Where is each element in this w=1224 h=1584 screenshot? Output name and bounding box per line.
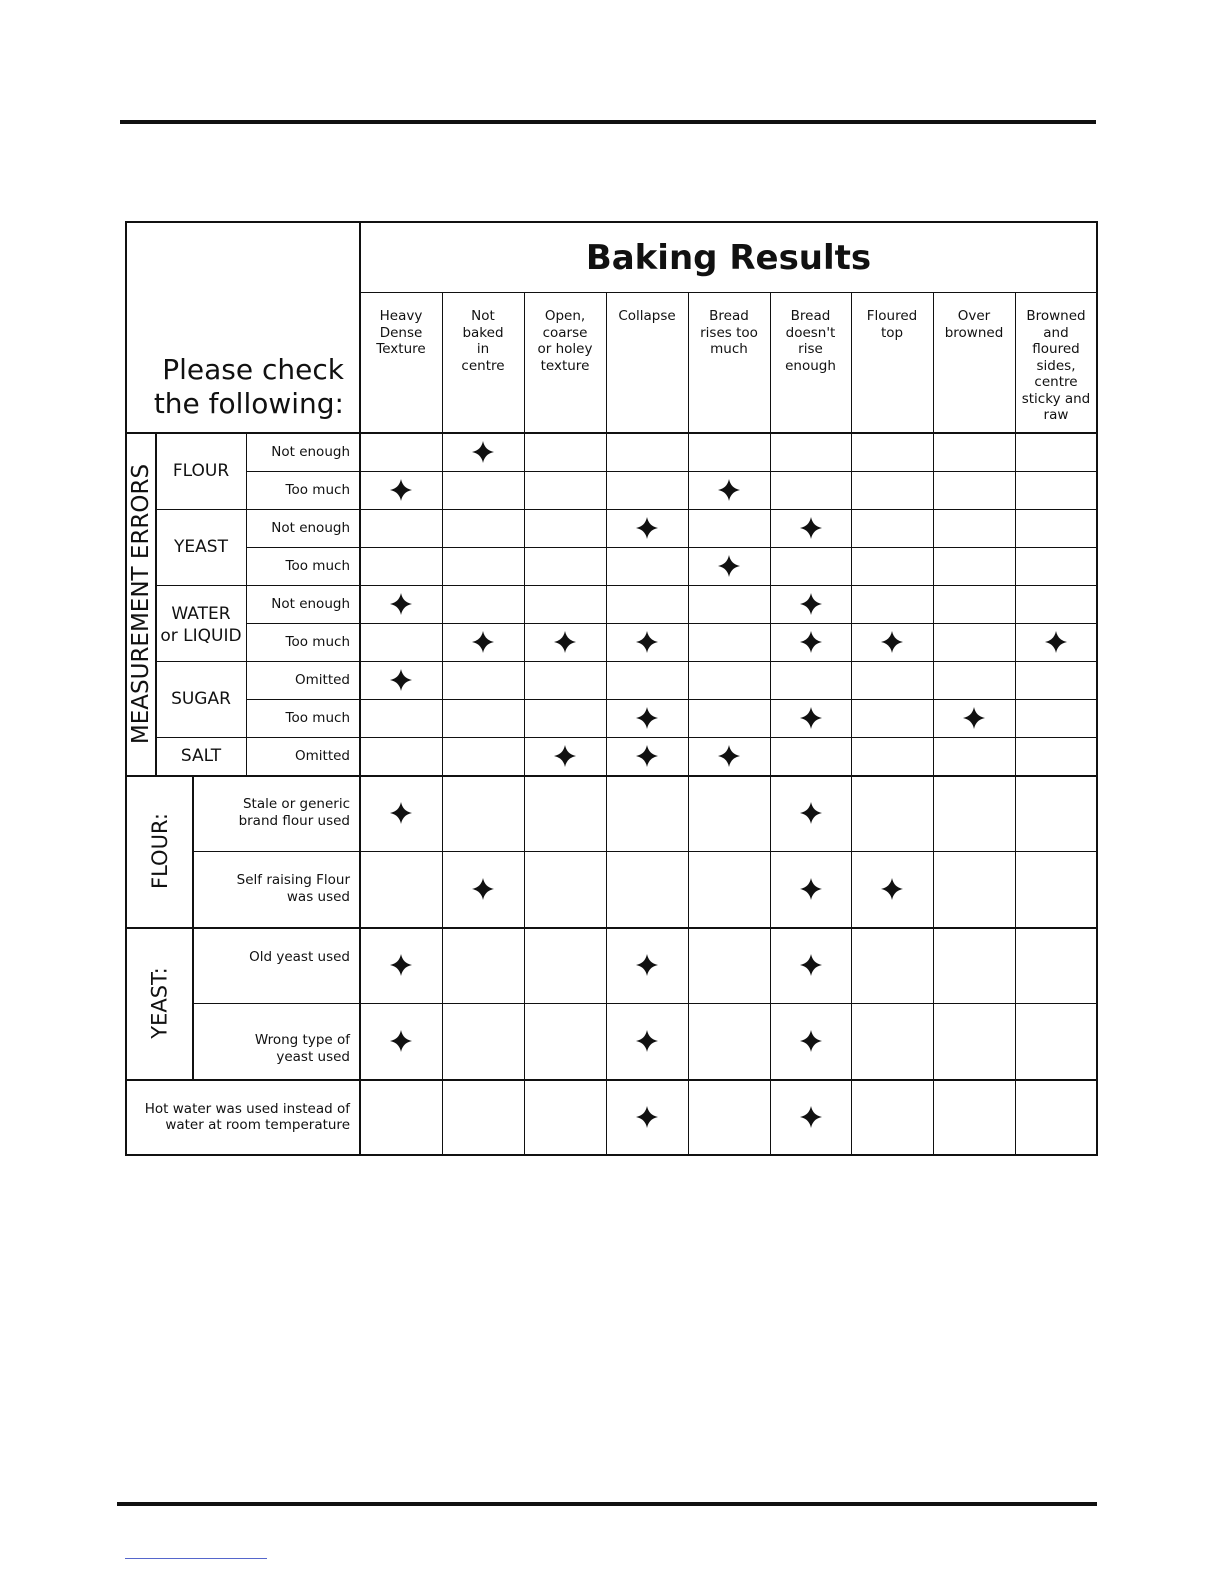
column-header-line: top: [880, 324, 904, 341]
column-divider: [933, 293, 934, 1155]
four-point-star-icon: [799, 1029, 823, 1053]
condition-line: Self raising Flour: [236, 872, 350, 888]
four-point-star-icon: [553, 630, 577, 654]
column-header-line: or holey: [537, 341, 593, 357]
column-header-line: much: [710, 341, 748, 357]
row-divider: [246, 585, 1097, 586]
section-divider: [155, 433, 157, 775]
condition-line: Too much: [285, 709, 350, 726]
condition-line: Not enough: [271, 519, 350, 536]
column-header-line: Dense: [379, 324, 423, 341]
ingredient-divider: [156, 737, 246, 738]
four-point-star-icon: [1044, 630, 1068, 654]
column-divider: [1015, 293, 1016, 1155]
four-point-star-icon: [799, 1105, 823, 1129]
table-border-right: [1096, 221, 1098, 1156]
four-point-star-icon: [389, 592, 413, 616]
condition-line: water at room temperature: [165, 1117, 350, 1133]
condition-line: yeast used: [276, 1048, 350, 1065]
ingredient-line: or LIQUID: [160, 626, 242, 646]
four-point-star-icon: [880, 877, 904, 901]
four-point-star-icon: [880, 630, 904, 654]
prompt-line-1: Please check: [162, 353, 344, 386]
column-header-line: sticky and: [1021, 390, 1091, 407]
four-point-star-icon: [635, 706, 659, 730]
condition-line: Stale or generic: [242, 796, 350, 812]
four-point-star-icon: [389, 1029, 413, 1053]
condition-line: Not enough: [271, 443, 350, 460]
column-header-line: Bread: [790, 308, 831, 324]
ingredient-label: [156, 585, 246, 661]
column-divider: [770, 293, 771, 1155]
four-point-star-icon: [799, 516, 823, 540]
section-label: [126, 433, 156, 775]
condition-label: [246, 509, 360, 547]
section-label-text: FLOUR:: [147, 813, 172, 889]
column-divider: [524, 293, 525, 1155]
column-header-line: doesn't: [785, 324, 836, 341]
table-border-top: [126, 221, 1098, 223]
row-divider: [246, 661, 1097, 662]
column-divider: [688, 293, 689, 1155]
column-divider: [606, 293, 607, 1155]
section-divider: [192, 775, 194, 1079]
condition-line: Omitted: [295, 747, 350, 764]
column-header-line: floured: [1032, 341, 1080, 357]
four-point-star-icon: [635, 1105, 659, 1129]
condition-label: [193, 775, 360, 851]
column-header-line: enough: [785, 357, 836, 374]
row-divider: [246, 737, 1097, 738]
condition-label: [246, 547, 360, 585]
header-bottom-line: [126, 432, 1097, 434]
column-header-line: rises too: [700, 324, 758, 341]
ingredient-divider: [156, 509, 246, 510]
ingredient-line: SUGAR: [171, 689, 231, 709]
ingredient-line: YEAST: [174, 537, 228, 557]
four-point-star-icon: [799, 706, 823, 730]
ingredient-label: [156, 509, 246, 585]
column-divider: [851, 293, 852, 1155]
condition-label: [246, 433, 360, 471]
column-divider: [442, 293, 443, 1155]
ingredient-divider: [156, 661, 246, 662]
table-border-left: [125, 221, 127, 1156]
condition-line: Old yeast used: [249, 949, 350, 965]
column-header-line: Open,: [544, 308, 586, 324]
ingredient-label: [156, 737, 246, 775]
four-point-star-icon: [635, 1029, 659, 1053]
ingredient-divider: [156, 585, 246, 586]
column-header-line: raw: [1043, 407, 1069, 423]
four-point-star-icon: [799, 953, 823, 977]
four-point-star-icon: [635, 744, 659, 768]
column-header-line: Texture: [376, 341, 426, 357]
condition-label: [193, 1003, 360, 1079]
four-point-star-icon: [717, 554, 741, 578]
condition-label: [246, 471, 360, 509]
four-point-star-icon: [553, 744, 577, 768]
ingredient-label: [156, 433, 246, 509]
four-point-star-icon: [717, 744, 741, 768]
four-point-star-icon: [471, 630, 495, 654]
row-divider: [246, 547, 1097, 548]
four-point-star-icon: [799, 630, 823, 654]
row-divider: [246, 471, 1097, 472]
condition-line: was used: [286, 888, 350, 905]
section-label: [126, 775, 193, 927]
column-header-line: Collapse: [618, 308, 676, 324]
four-point-star-icon: [799, 592, 823, 616]
column-header: [524, 293, 606, 433]
condition-line: Too much: [285, 557, 350, 574]
four-point-star-icon: [471, 440, 495, 464]
section-label-text: YEAST:: [147, 967, 172, 1039]
column-header: [360, 293, 442, 433]
column-header-line: Over: [957, 308, 991, 324]
column-header-line: baked: [462, 324, 504, 341]
condition-label: [246, 623, 360, 661]
condition-line: Too much: [285, 633, 350, 650]
column-header-line: rise: [798, 341, 823, 357]
four-point-star-icon: [635, 953, 659, 977]
bottom-rule: [117, 1502, 1097, 1506]
condition-line: Wrong type of: [254, 1032, 350, 1048]
column-header-line: Floured: [866, 308, 918, 324]
four-point-star-icon: [389, 801, 413, 825]
row-divider: [126, 927, 1097, 929]
condition-label: [126, 1079, 360, 1155]
label-divider: [359, 433, 361, 1155]
column-header: [606, 293, 688, 433]
condition-label: [246, 699, 360, 737]
column-header: [1015, 293, 1097, 433]
title-separator: [360, 292, 1097, 293]
section-label-text: MEASUREMENT ERRORS: [128, 463, 154, 745]
table-title: Baking Results: [585, 237, 872, 278]
column-header-line: in: [476, 341, 490, 357]
column-header-line: Heavy: [379, 308, 423, 324]
footer-link-underline: [125, 1558, 267, 1559]
four-point-star-icon: [635, 630, 659, 654]
condition-line: Omitted: [295, 671, 350, 688]
row-divider: [193, 1003, 1097, 1004]
four-point-star-icon: [962, 706, 986, 730]
ingredient-condition-divider: [246, 433, 247, 775]
column-header-line: and: [1043, 324, 1069, 341]
column-header: [770, 293, 851, 433]
table-border-bottom: [126, 1154, 1098, 1156]
column-header-line: Browned: [1026, 308, 1086, 324]
ingredient-line: FLOUR: [172, 461, 230, 481]
ingredient-line: SALT: [180, 746, 222, 766]
section-label: [126, 927, 193, 1079]
four-point-star-icon: [471, 877, 495, 901]
column-header: [688, 293, 770, 433]
condition-label: [246, 585, 360, 623]
four-point-star-icon: [635, 516, 659, 540]
condition-label: [246, 737, 360, 775]
condition-label: [246, 661, 360, 699]
condition-label: [193, 927, 360, 1003]
row-divider: [193, 851, 1097, 852]
row-divider: [246, 623, 1097, 624]
column-header: [442, 293, 524, 433]
column-header-line: browned: [944, 324, 1004, 341]
condition-line: Too much: [285, 481, 350, 498]
four-point-star-icon: [389, 478, 413, 502]
four-point-star-icon: [799, 801, 823, 825]
column-header-line: coarse: [542, 324, 588, 341]
condition-line: Hot water was used instead of: [144, 1100, 350, 1117]
condition-line: Not enough: [271, 595, 350, 612]
please-check-heading: [126, 222, 360, 433]
four-point-star-icon: [717, 478, 741, 502]
column-header-line: centre: [1034, 374, 1078, 390]
column-header-line: Not: [471, 308, 495, 324]
column-header-line: texture: [540, 357, 590, 374]
column-header-line: sides,: [1036, 357, 1076, 374]
column-header: [933, 293, 1015, 433]
column-header-line: Bread: [709, 308, 749, 324]
four-point-star-icon: [389, 668, 413, 692]
row-divider: [126, 1079, 1097, 1081]
column-header: [851, 293, 933, 433]
ingredient-line: WATER: [171, 604, 231, 624]
ingredient-label: [156, 661, 246, 737]
row-divider: [246, 699, 1097, 700]
prompt-line-2: the following:: [153, 387, 344, 420]
row-divider: [126, 775, 1097, 777]
condition-label: [193, 851, 360, 927]
four-point-star-icon: [799, 877, 823, 901]
row-divider: [246, 509, 1097, 510]
condition-line: brand flour used: [238, 812, 350, 829]
four-point-star-icon: [389, 953, 413, 977]
column-header-line: centre: [461, 357, 505, 374]
